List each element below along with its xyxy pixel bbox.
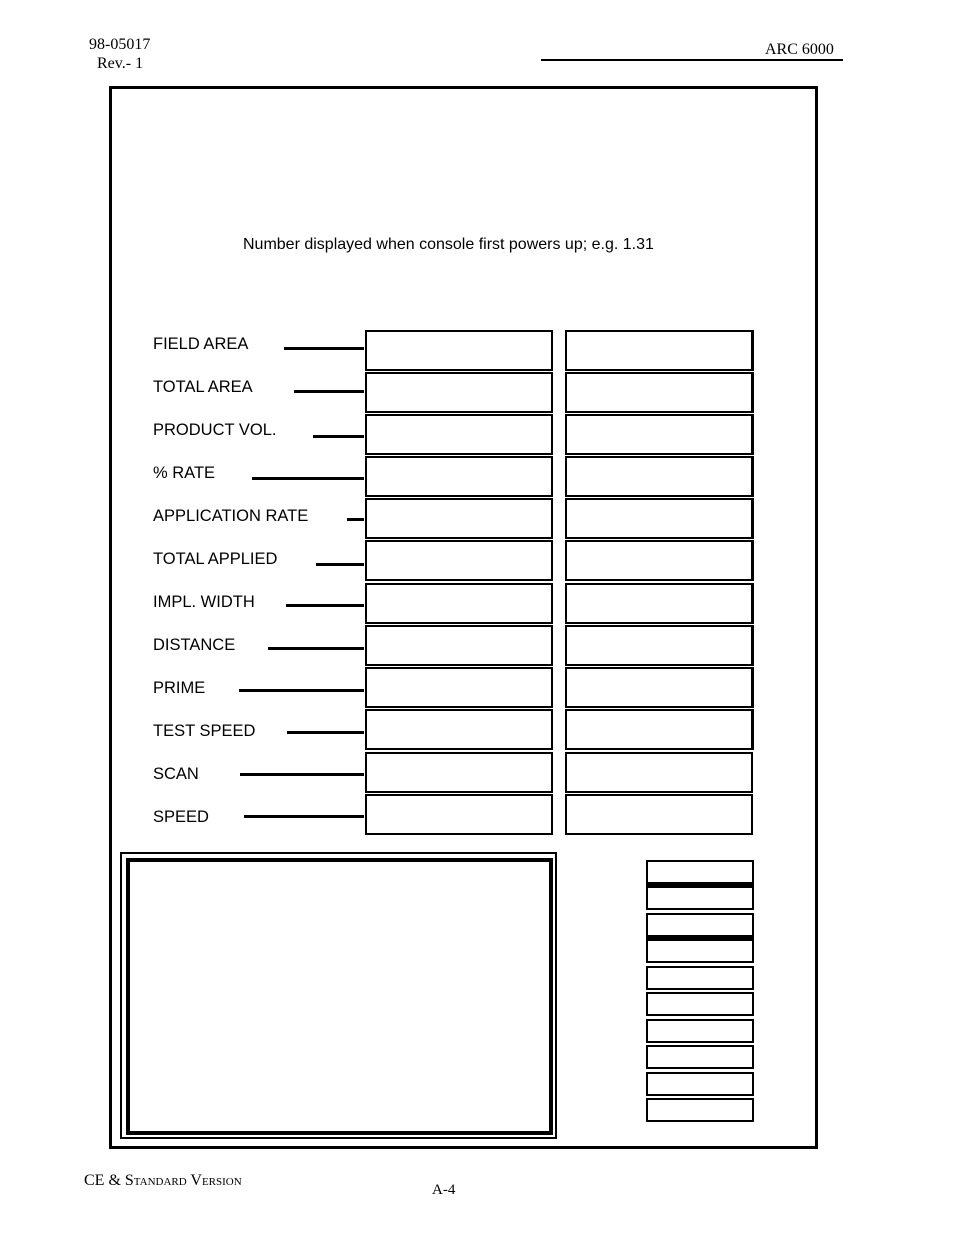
small-key bbox=[646, 913, 754, 939]
right-key-cell bbox=[565, 540, 754, 581]
right-key-cell bbox=[565, 330, 754, 371]
leader-line bbox=[294, 390, 364, 393]
label-product-vol: PRODUCT VOL. bbox=[153, 421, 277, 439]
label-prime: PRIME bbox=[153, 679, 206, 697]
display-screen bbox=[126, 858, 553, 1135]
left-key-cell bbox=[365, 709, 553, 750]
leader-line bbox=[244, 815, 364, 818]
label-total-applied: TOTAL APPLIED bbox=[153, 550, 278, 568]
revision-label: Rev.- 1 bbox=[97, 55, 144, 72]
left-key-cell bbox=[365, 456, 553, 497]
leader-line bbox=[252, 477, 364, 480]
leader-line bbox=[284, 347, 364, 350]
left-key-cell bbox=[365, 540, 553, 581]
leader-line bbox=[287, 731, 364, 734]
right-key-cell bbox=[565, 667, 754, 708]
small-key bbox=[646, 939, 754, 963]
label-test-speed: TEST SPEED bbox=[153, 722, 256, 740]
left-key-cell bbox=[365, 667, 553, 708]
leader-line bbox=[316, 563, 364, 566]
footer-version: CE & Standard Version bbox=[84, 1172, 242, 1189]
label-impl-width: IMPL. WIDTH bbox=[153, 593, 255, 611]
small-key bbox=[646, 992, 754, 1016]
leader-line bbox=[268, 647, 364, 650]
small-key bbox=[646, 1072, 754, 1096]
small-key bbox=[646, 860, 754, 886]
leader-line bbox=[286, 604, 364, 607]
header-rule bbox=[541, 59, 843, 61]
label-application-rate: APPLICATION RATE bbox=[153, 507, 309, 525]
left-key-cell bbox=[365, 625, 553, 666]
left-key-cell bbox=[365, 330, 553, 371]
leader-line bbox=[347, 518, 364, 521]
right-key-cell bbox=[565, 625, 754, 666]
right-key-cell bbox=[565, 583, 754, 624]
power-up-note: Number displayed when console first powers up; e.g. 1.31 bbox=[243, 236, 654, 253]
left-key-cell bbox=[365, 583, 553, 624]
left-key-cell bbox=[365, 498, 553, 539]
small-key bbox=[646, 1098, 754, 1122]
label-speed: SPEED bbox=[153, 808, 209, 826]
right-key-cell bbox=[565, 456, 754, 497]
left-key-cell bbox=[365, 414, 553, 455]
small-key bbox=[646, 966, 754, 990]
small-key bbox=[646, 1019, 754, 1043]
left-key-cell bbox=[365, 794, 553, 835]
product-name: ARC 6000 bbox=[765, 41, 834, 58]
label-percent-rate: % RATE bbox=[153, 464, 216, 482]
page-number: A-4 bbox=[432, 1182, 456, 1198]
leader-line bbox=[313, 435, 364, 438]
right-key-cell bbox=[565, 414, 754, 455]
label-scan: SCAN bbox=[153, 765, 199, 783]
label-field-area: FIELD AREA bbox=[153, 335, 249, 353]
right-key-cell bbox=[565, 794, 753, 835]
small-key bbox=[646, 1045, 754, 1069]
right-key-cell bbox=[565, 752, 753, 793]
left-key-cell bbox=[365, 752, 553, 793]
right-key-cell bbox=[565, 498, 754, 539]
left-key-cell bbox=[365, 372, 553, 413]
label-distance: DISTANCE bbox=[153, 636, 236, 654]
document-number: 98-05017 bbox=[89, 36, 151, 53]
right-key-cell bbox=[565, 372, 754, 413]
label-total-area: TOTAL AREA bbox=[153, 378, 253, 396]
small-key bbox=[646, 886, 754, 910]
leader-line bbox=[239, 689, 364, 692]
leader-line bbox=[240, 773, 364, 776]
right-key-cell bbox=[565, 709, 754, 750]
